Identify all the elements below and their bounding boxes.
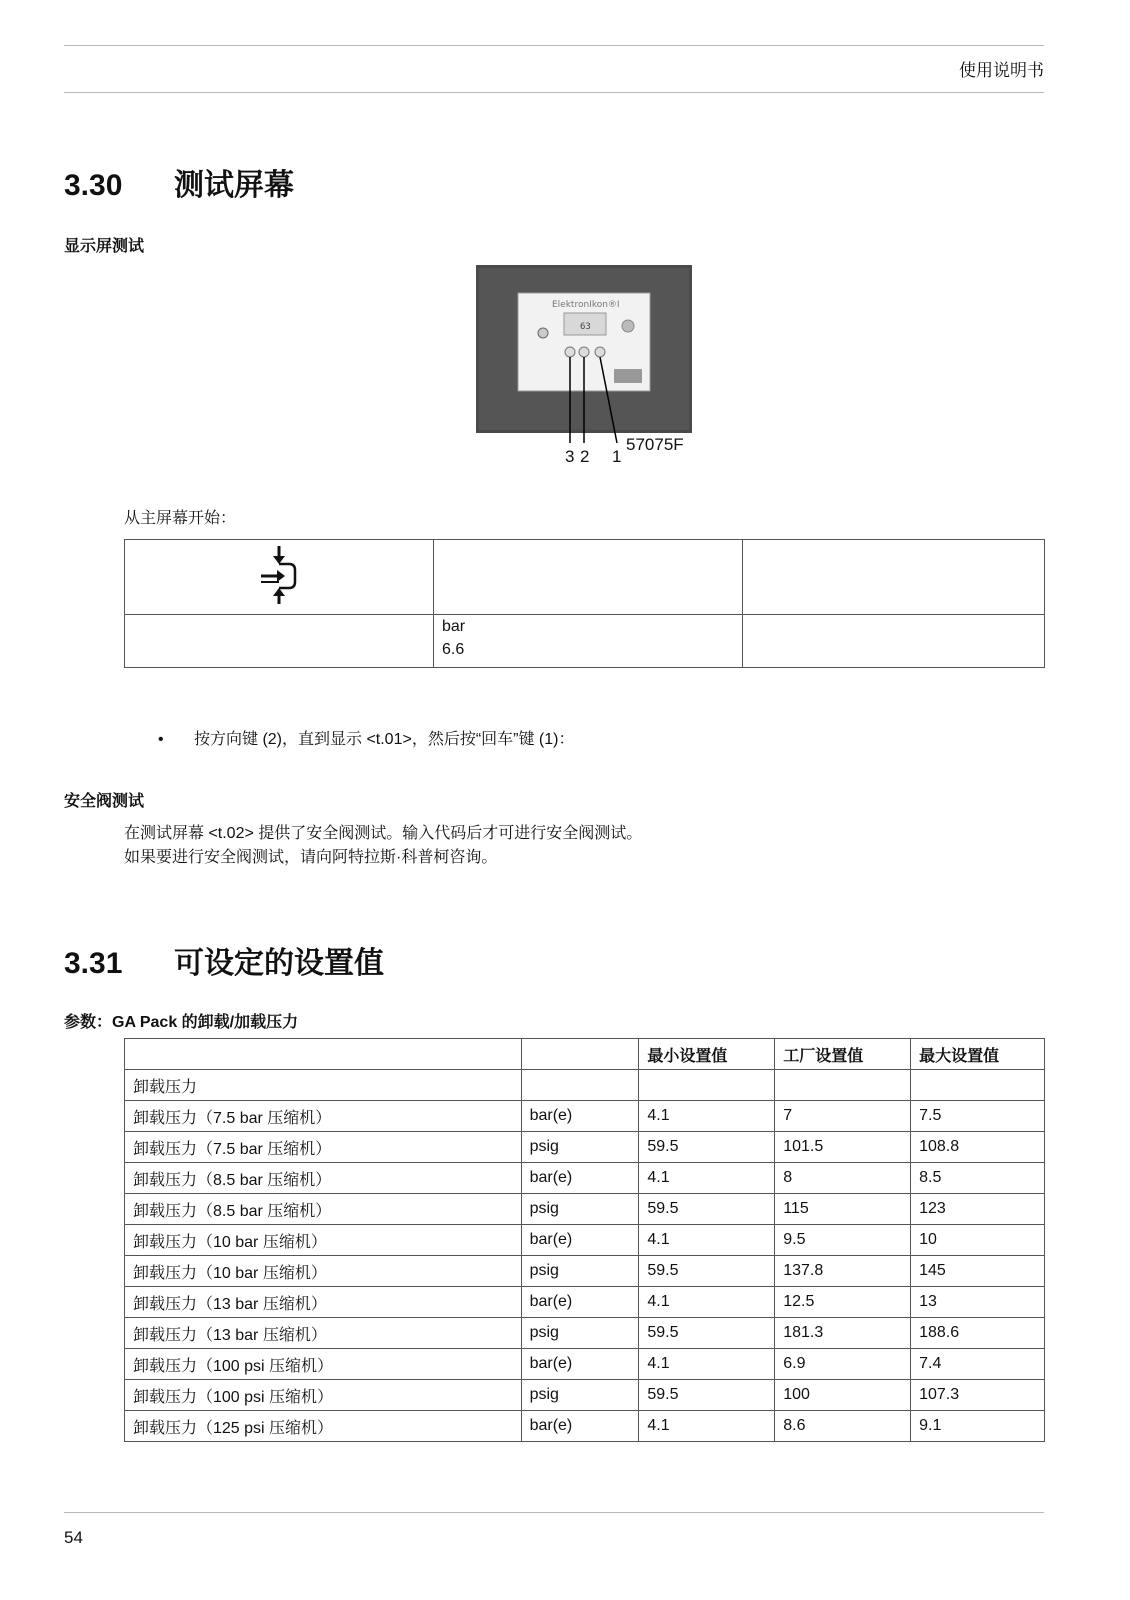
max-cell [911,1070,1045,1101]
display-value: 63 [580,322,591,332]
unit-cell: psig [521,1256,639,1287]
safety-valve-line-1: 在测试屏幕 <t.02> 提供了安全阀测试。输入代码后才可进行安全阀测试。 [124,825,643,842]
section-heading-3-30 [64,160,294,204]
parameter-cell: 卸载压力（100 psi 压缩机） [125,1380,522,1411]
logo-block [614,369,642,383]
parameter-cell: 卸载压力（125 psi 压缩机） [125,1411,522,1442]
min-cell: 4.1 [639,1287,775,1318]
section-title: 测试屏幕 [174,169,294,202]
callout-3: 3 [565,447,575,466]
figure-code: 57075F [626,435,684,454]
parameter-cell: 卸载压力（8.5 bar 压缩机） [125,1194,522,1225]
min-cell: 59.5 [639,1256,775,1287]
factory-cell: 12.5 [775,1287,911,1318]
parameter-cell: 卸载压力（7.5 bar 压缩机） [125,1132,522,1163]
max-cell: 7.5 [911,1101,1045,1132]
parameter-cell: 卸载压力（13 bar 压缩机） [125,1318,522,1349]
min-cell: 4.1 [639,1163,775,1194]
parameter-cell: 卸载压力（100 psi 压缩机） [125,1349,522,1380]
factory-cell: 8 [775,1163,911,1194]
header-top-rule [64,45,1044,46]
pressure-cell [434,615,743,668]
safety-valve-line-2: 如果要进行安全阀测试，请向阿特拉斯·科普柯咨询。 [124,849,498,866]
table-header-row [125,1039,1045,1070]
unit-cell: psig [521,1194,639,1225]
table-row [125,1225,1045,1256]
key-2 [579,347,589,357]
bullet-text: 按方向键 (2)，直到显示 <t.01>，然后按“回车”键 (1)： [194,731,575,748]
pressure-unit: bar [442,618,466,635]
footer-rule [64,1512,1044,1513]
table-row [125,1318,1045,1349]
max-cell: 13 [911,1287,1045,1318]
unit-cell: psig [521,1318,639,1349]
bullet-dot: • [158,731,164,748]
factory-cell: 101.5 [775,1132,911,1163]
table-row [125,1287,1045,1318]
table-row [125,1070,1045,1101]
empty-cell [434,540,743,615]
header-max: 最大设置值 [911,1039,1045,1070]
unit-cell: bar(e) [521,1349,639,1380]
section-number: 3.30 [64,169,123,202]
section-heading-3-31 [64,938,384,982]
parameter-cell: 卸载压力 [125,1070,522,1101]
min-cell: 4.1 [639,1411,775,1442]
factory-cell: 6.9 [775,1349,911,1380]
min-cell: 4.1 [639,1225,775,1256]
compressor-pressure-icon [257,544,301,606]
header-factory: 工厂设置值 [775,1039,911,1070]
unit-cell: bar(e) [521,1225,639,1256]
unit-cell: psig [521,1380,639,1411]
min-cell: 59.5 [639,1380,775,1411]
factory-cell: 7 [775,1101,911,1132]
intro-text: 从主屏幕开始： [124,510,237,527]
max-cell: 107.3 [911,1380,1045,1411]
table-row [125,1163,1045,1194]
factory-cell: 100 [775,1380,911,1411]
unit-cell: bar(e) [521,1101,639,1132]
controller-photo [476,265,692,467]
unit-cell [521,1070,639,1101]
min-cell: 59.5 [639,1194,775,1225]
table-row [125,1256,1045,1287]
min-cell: 59.5 [639,1132,775,1163]
max-cell: 108.8 [911,1132,1045,1163]
factory-cell: 115 [775,1194,911,1225]
factory-cell: 8.6 [775,1411,911,1442]
max-cell: 188.6 [911,1318,1045,1349]
unit-cell: bar(e) [521,1163,639,1194]
min-cell: 59.5 [639,1318,775,1349]
start-button [538,328,548,338]
unit-cell: bar(e) [521,1287,639,1318]
settings-table-body [125,1070,1045,1442]
empty-cell [125,615,434,668]
main-screen-table [124,539,1045,668]
max-cell: 123 [911,1194,1045,1225]
header-bottom-rule [64,92,1044,93]
unit-cell: psig [521,1132,639,1163]
max-cell: 145 [911,1256,1045,1287]
pressure-value: 6.6 [442,641,465,658]
param-heading: 参数：GA Pack 的卸载/加载压力 [64,1014,299,1031]
max-cell: 8.5 [911,1163,1045,1194]
min-cell: 4.1 [639,1101,775,1132]
header-min: 最小设置值 [639,1039,775,1070]
empty-cell [743,540,1045,615]
table-row [125,1411,1045,1442]
page-number: 54 [64,1528,83,1547]
max-cell: 10 [911,1225,1045,1256]
stop-button [622,320,634,332]
parameter-cell: 卸载压力（10 bar 压缩机） [125,1225,522,1256]
table-row [125,1380,1045,1411]
header-cell [521,1039,639,1070]
safety-valve-text [124,822,642,870]
section-title: 可设定的设置值 [174,947,384,980]
min-cell [639,1070,775,1101]
parameter-cell: 卸载压力（8.5 bar 压缩机） [125,1163,522,1194]
factory-cell: 137.8 [775,1256,911,1287]
subheading-display-test: 显示屏测试 [64,238,145,255]
factory-cell [775,1070,911,1101]
settings-table [124,1038,1045,1442]
max-cell: 9.1 [911,1411,1045,1442]
icon-cell [125,540,434,615]
factory-cell: 181.3 [775,1318,911,1349]
parameter-cell: 卸载压力（7.5 bar 压缩机） [125,1101,522,1132]
key-3 [565,347,575,357]
parameter-cell: 卸载压力（10 bar 压缩机） [125,1256,522,1287]
header-cell [125,1039,522,1070]
table-row [125,1132,1045,1163]
key-1 [595,347,605,357]
table-row [125,1194,1045,1225]
callout-2: 2 [580,447,590,466]
table-row [125,1349,1045,1380]
unit-cell: bar(e) [521,1411,639,1442]
table-row [125,1101,1045,1132]
empty-cell [743,615,1045,668]
factory-cell: 9.5 [775,1225,911,1256]
parameter-cell: 卸载压力（13 bar 压缩机） [125,1287,522,1318]
brand-text: ElektronIkon®I [552,300,620,310]
min-cell: 4.1 [639,1349,775,1380]
instruction-bullet [158,726,574,749]
header-title: 使用说明书 [959,61,1044,80]
section-number: 3.31 [64,947,123,980]
subheading-safety-valve: 安全阀测试 [64,793,145,810]
callout-1: 1 [612,447,622,466]
max-cell: 7.4 [911,1349,1045,1380]
